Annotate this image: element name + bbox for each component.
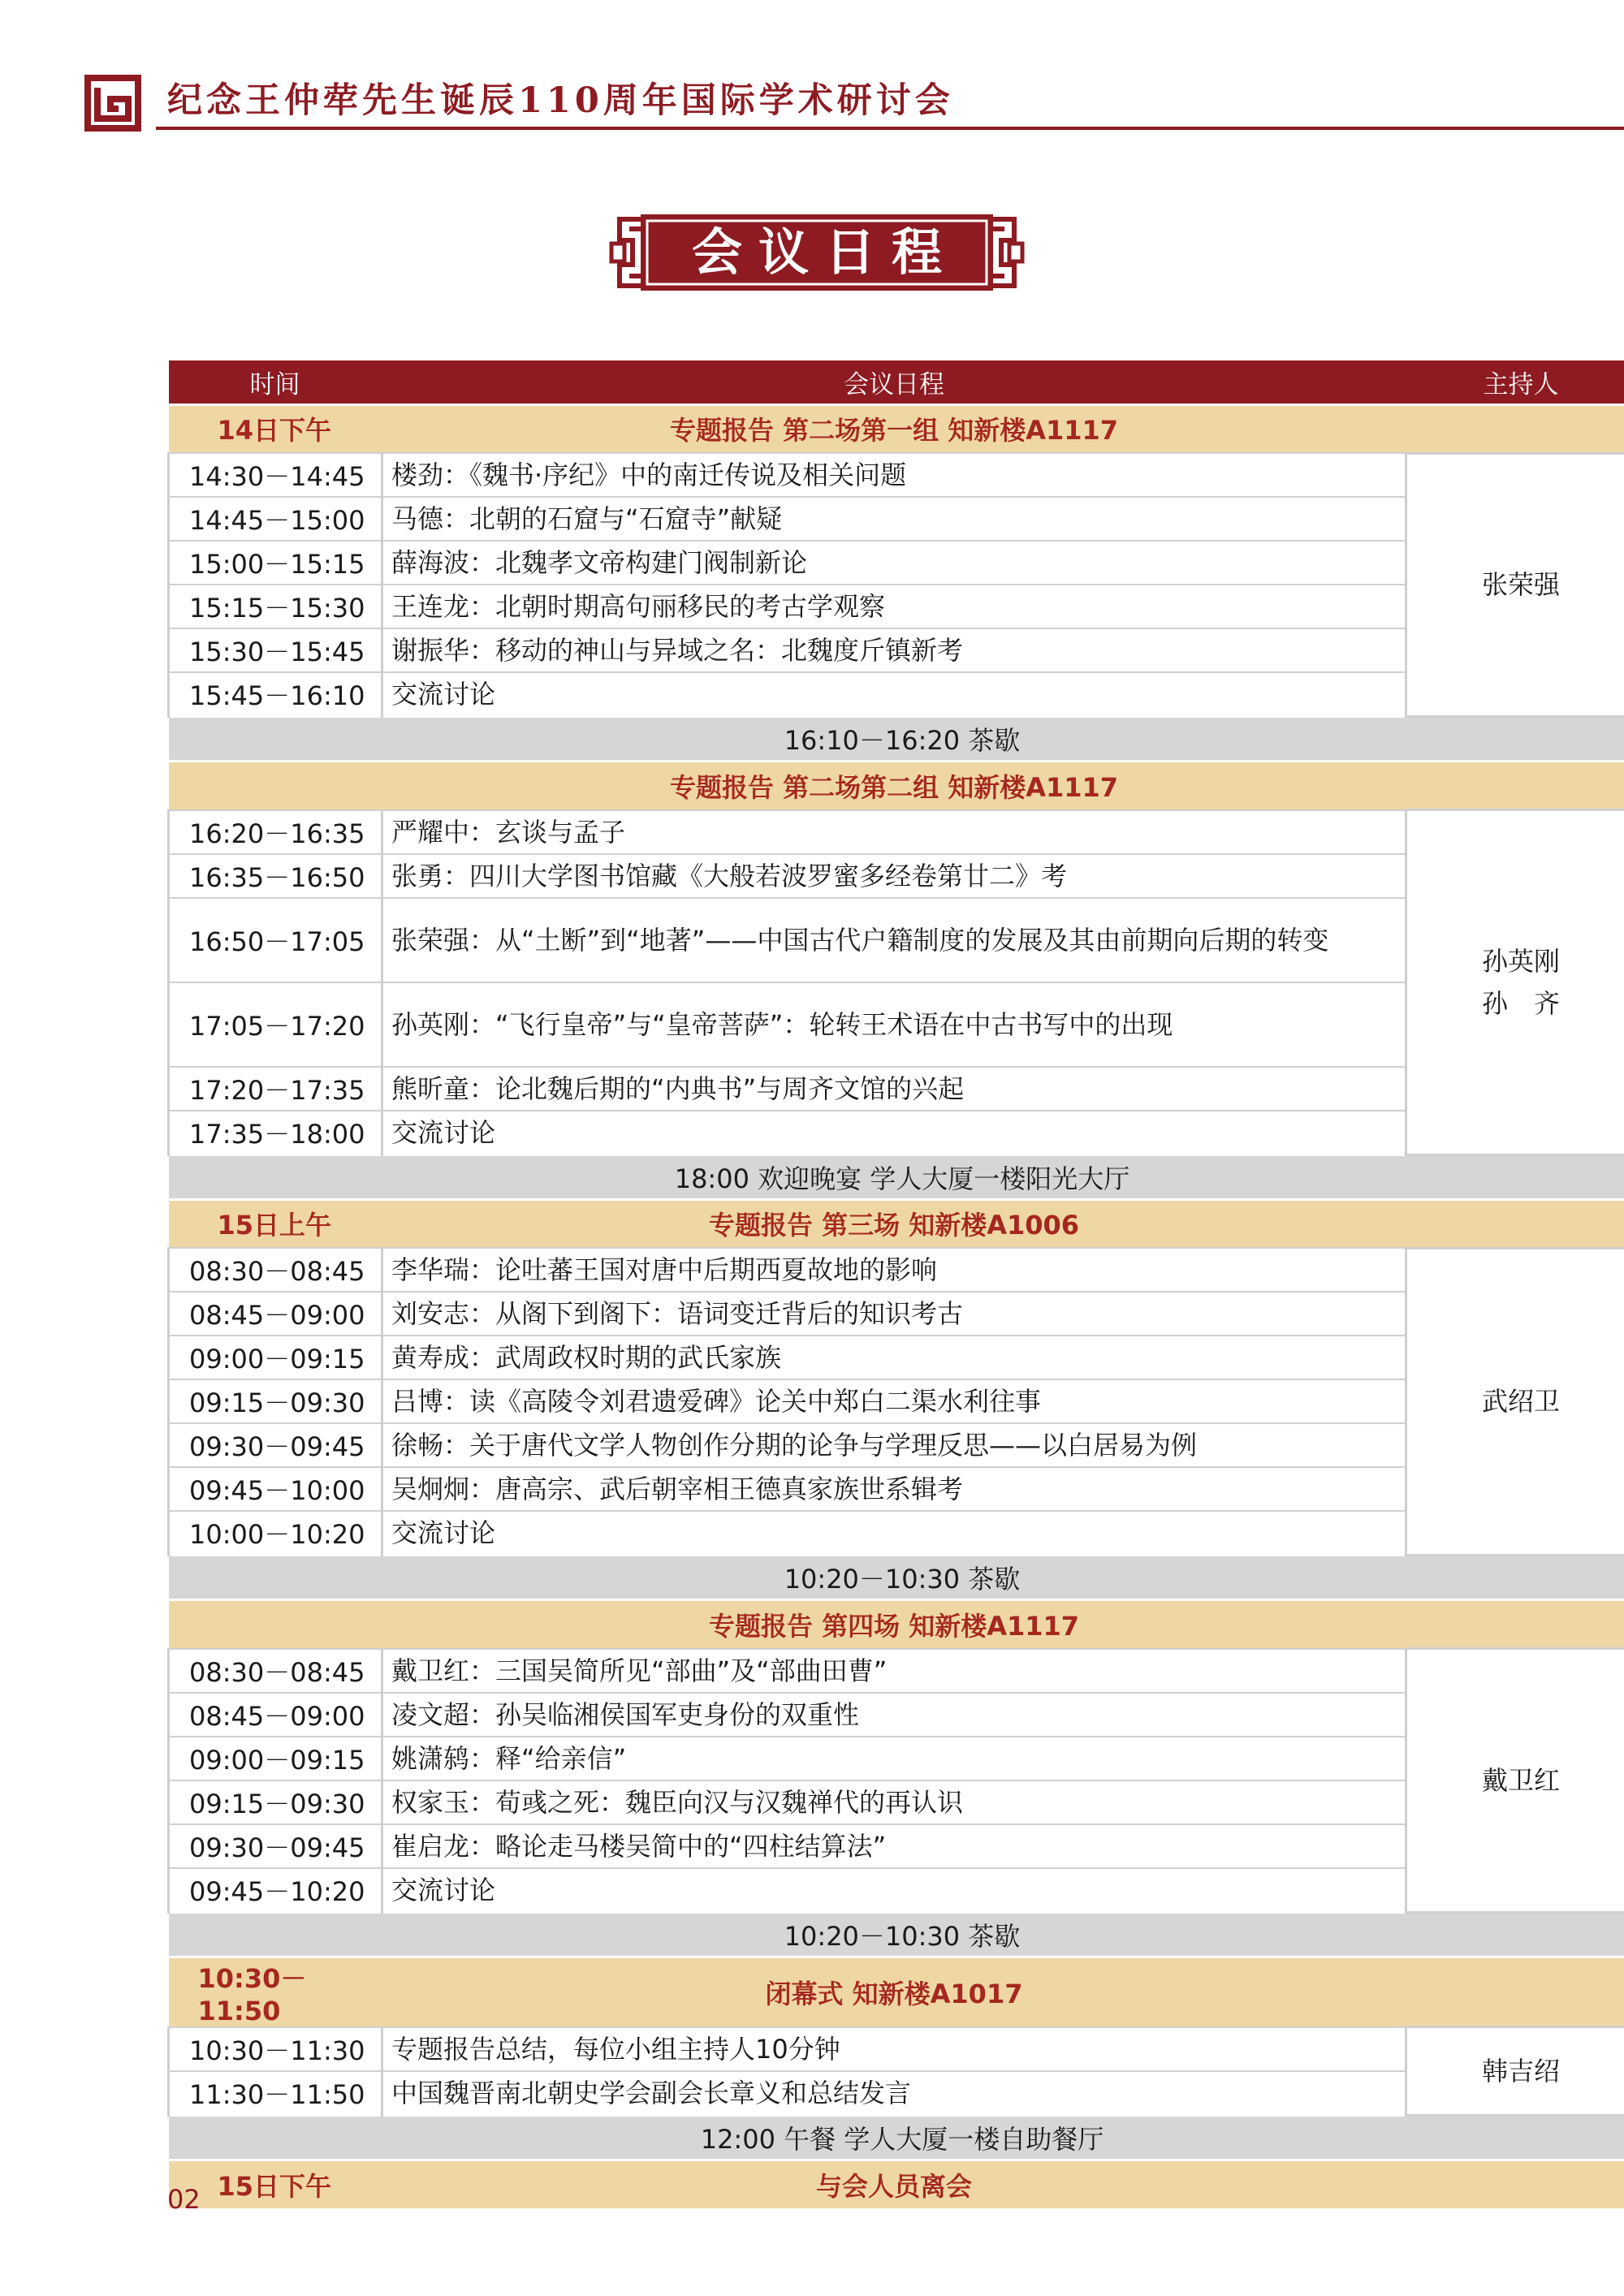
break-text: 18:00 欢迎晚宴 学人大厦一楼阳光大厅 [169,1154,1624,1199]
item-time: 10:00－10:20 [169,1511,382,1556]
item-text: 谢振华：移动的神山与异域之名：北魏度斤镇新考 [382,628,1406,672]
host-cell [1406,810,1624,1155]
item-time: 09:15－09:30 [169,1379,382,1423]
break-text: 12:00 午餐 学人大厦一楼自助餐厅 [169,2115,1624,2160]
host-name: 孙 齐 [1481,987,1560,1019]
item-time: 15:15－15:30 [169,585,382,628]
item-time: 09:00－09:15 [169,1336,382,1379]
item-time: 09:30－09:45 [169,1824,382,1868]
item-time: 09:15－09:30 [169,1780,382,1824]
page-number: 02 [167,2184,201,2215]
item-text: 崔启龙：略论走马楼吴简中的“四柱结算法” [382,1824,1406,1868]
item-text: 张荣强：从“土断”到“地著”——中国古代户籍制度的发展及其由前期向后期的转变 [382,898,1406,982]
item-time: 16:50－17:05 [169,898,382,982]
page-title: 会议日程 [691,222,958,282]
item-text: 熊昕童：论北魏后期的“内典书”与周齐文馆的兴起 [382,1067,1406,1111]
item-time: 17:05－17:20 [169,982,382,1067]
section-title: 专题报告 第二场第二组 知新楼A1117 [382,762,1406,810]
table-row [169,1868,1624,1913]
host-name: 孙英刚 [1481,945,1560,977]
table-row [169,1737,1624,1780]
section-label: 15日下午 [169,2160,382,2208]
break-row [169,1556,1624,1600]
section-title: 专题报告 第四场 知新楼A1117 [382,1600,1406,1649]
break-text: 16:10－16:20 茶歇 [169,717,1624,762]
section-title: 专题报告 第二场第一组 知新楼A1117 [382,404,1406,453]
item-time: 14:45－15:00 [169,497,382,541]
table-row [169,1467,1624,1511]
table-row [169,1067,1624,1111]
table-row [169,1780,1624,1824]
table-row [169,585,1624,628]
item-time: 16:35－16:50 [169,854,382,898]
section-label [169,762,382,810]
item-text: 权家玉：荀彧之死：魏臣向汉与汉魏禅代的再认识 [382,1780,1406,1824]
section-row [169,762,1624,810]
break-row [169,2115,1624,2160]
item-time: 09:45－10:00 [169,1467,382,1511]
section-row [169,404,1624,453]
item-text: 黄寿成：武周政权时期的武氏家族 [382,1336,1406,1379]
item-time: 09:30－09:45 [169,1423,382,1467]
section-row [169,1199,1624,1248]
table-header-row [169,360,1624,404]
item-text: 交流讨论 [382,672,1406,717]
item-text: 孙英刚：“飞行皇帝”与“皇帝菩萨”：轮转王术语在中古书写中的出现 [382,982,1406,1067]
item-text: 凌文超：孙吴临湘侯国军吏身份的双重性 [382,1693,1406,1737]
header-host: 主持人 [1406,360,1624,404]
item-time: 11:30－11:50 [169,2071,382,2116]
item-text: 马德：北朝的石窟与“石窟寺”献疑 [382,497,1406,541]
item-time: 14:30－14:45 [169,453,382,497]
item-time: 15:45－16:10 [169,672,382,717]
item-time: 10:30－11:30 [169,2027,382,2071]
host-cell: 戴卫红 [1406,1649,1624,1913]
item-time: 08:45－09:00 [169,1693,382,1737]
table-row [169,1824,1624,1868]
table-row [169,1649,1624,1693]
item-time: 09:45－10:20 [169,1868,382,1913]
host-cell: 韩吉绍 [1406,2027,1624,2116]
item-time: 15:30－15:45 [169,628,382,672]
table-row [169,898,1624,982]
section-title: 专题报告 第三场 知新楼A1006 [382,1199,1406,1248]
header-schedule: 会议日程 [382,360,1406,404]
header-time: 时间 [169,360,382,404]
table-row [169,982,1624,1067]
schedule-table [167,360,1624,2208]
table-row [169,453,1624,497]
item-time: 15:00－15:15 [169,541,382,585]
table-row [169,497,1624,541]
table-row [169,1511,1624,1556]
table-row [169,541,1624,585]
break-row [169,1154,1624,1199]
item-text: 戴卫红：三国吴简所见“部曲”及“部曲田曹” [382,1649,1406,1693]
table-row [169,2027,1624,2071]
break-text: 10:20－10:30 茶歇 [169,1556,1624,1600]
table-row [169,1693,1624,1737]
item-text: 严耀中：玄谈与孟子 [382,810,1406,854]
section-row [169,1600,1624,1649]
break-row [169,1912,1624,1957]
table-row [169,1423,1624,1467]
section-title: 与会人员离会 [382,2160,1406,2208]
table-row [169,1248,1624,1292]
item-time: 09:00－09:15 [169,1737,382,1780]
section-label [169,1600,382,1649]
table-row [169,1379,1624,1423]
item-text: 张勇：四川大学图书馆藏《大般若波罗蜜多经卷第廿二》考 [382,854,1406,898]
table-row [169,672,1624,717]
host-cell: 张荣强 [1406,453,1624,717]
item-text: 专题报告总结，每位小组主持人10分钟 [382,2027,1406,2071]
host-cell: 武绍卫 [1406,1248,1624,1556]
item-text: 姚潇鸫：释“给亲信” [382,1737,1406,1780]
item-time: 16:20－16:35 [169,810,382,854]
section-label: 14日下午 [169,404,382,453]
table-row [169,1292,1624,1336]
section-row [169,1957,1624,2027]
item-text: 吴炯炯：唐高宗、武后朝宰相王德真家族世系辑考 [382,1467,1406,1511]
table-row [169,2071,1624,2116]
break-text: 10:20－10:30 茶歇 [169,1912,1624,1957]
break-row [169,717,1624,762]
item-time: 08:45－09:00 [169,1292,382,1336]
section-title: 闭幕式 知新楼A1017 [382,1957,1406,2027]
item-time: 17:35－18:00 [169,1111,382,1155]
header-title: 纪念王仲荦先生诞辰110周年国际学术研讨会 [167,80,954,121]
item-text: 楼劲：《魏书·序纪》中的南迁传说及相关问题 [382,453,1406,497]
page-title-badge [608,208,1026,297]
header-divider [156,127,1624,130]
item-text: 交流讨论 [382,1868,1406,1913]
section-row [169,2160,1624,2208]
section-label: 15日上午 [169,1199,382,1248]
item-text: 吕博：读《高陵令刘君遗爱碑》论关中郑白二渠水利往事 [382,1379,1406,1423]
table-row [169,1336,1624,1379]
section-label: 10:30－11:50 [169,1957,382,2027]
item-time: 08:30－08:45 [169,1248,382,1292]
page-header [81,70,1624,135]
item-text: 交流讨论 [382,1511,1406,1556]
meander-logo-icon [84,75,141,132]
table-row [169,854,1624,898]
item-time: 08:30－08:45 [169,1649,382,1693]
table-row [169,1111,1624,1155]
item-text: 徐畅：关于唐代文学人物创作分期的论争与学理反思——以白居易为例 [382,1423,1406,1467]
table-row [169,628,1624,672]
item-text: 交流讨论 [382,1111,1406,1155]
item-time: 17:20－17:35 [169,1067,382,1111]
item-text: 中国魏晋南北朝史学会副会长章义和总结发言 [382,2071,1406,2116]
table-row [169,810,1624,854]
item-text: 王连龙：北朝时期高句丽移民的考古学观察 [382,585,1406,628]
item-text: 薛海波：北魏孝文帝构建门阀制新论 [382,541,1406,585]
item-text: 刘安志：从阁下到阁下：语词变迁背后的知识考古 [382,1292,1406,1336]
item-text: 李华瑞：论吐蕃王国对唐中后期西夏故地的影响 [382,1248,1406,1292]
